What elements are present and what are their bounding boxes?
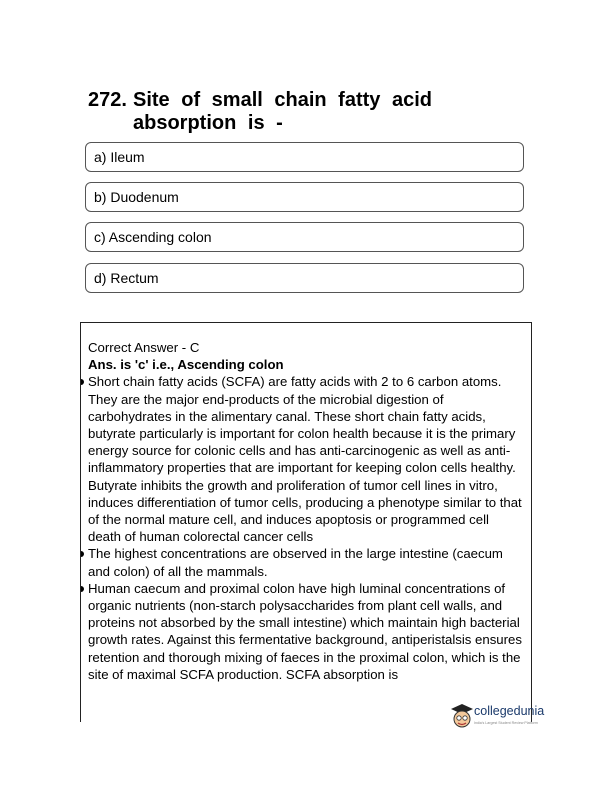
option-b[interactable]: b) Duodenum bbox=[85, 182, 524, 212]
answer-point-text: Short chain fatty acids (SCFA) are fatty acids with 2 to 6 carbon atoms. They are the major end-products of the microbial digestion of carbohydrates in the alimentary canal. These short chain fatty acids, butyrate particularly is important for colon health because it is the primary energy source for colonic cells and has anti-carcinogenic as well as anti-inflammatory properties that are important for keeping colon cells healthy. Butyrate inhibits the growth and proliferation of tumor cell lines in vitro, induces differentiation of tumor cells, producing a phenotype similar to that of the normal mature cell, and induces apoptosis or programmed cell death of human colorectal cancer cells bbox=[88, 374, 522, 545]
answer-point bbox=[88, 373, 524, 545]
answer-point-text: Human caecum and proximal colon have high luminal concentrations of organic nutrients (non-starch polysaccharides from plant cell walls, and proteins not absorbed by the small intestine) which maintain high bacterial growth rates. Against this fermentative background, antiperistalsis ensures retention and thorough mixing of faeces in the proximal colon, which is the site of maximal SCFA production. SCFA absorption is bbox=[88, 580, 522, 682]
collegedunia-logo bbox=[450, 700, 550, 740]
option-d[interactable]: d) Rectum bbox=[85, 263, 524, 293]
correct-answer-label: Correct Answer - C bbox=[88, 340, 200, 355]
answer-box bbox=[80, 322, 532, 722]
graduate-mascot-icon bbox=[450, 702, 474, 732]
question-text: Site of small chain fatty acid absorption is - bbox=[133, 89, 432, 134]
question-number: 272. bbox=[88, 89, 127, 111]
option-c[interactable]: c) Ascending colon bbox=[85, 222, 524, 252]
answer-content bbox=[88, 339, 524, 683]
answer-point bbox=[88, 545, 524, 579]
bullet-icon bbox=[80, 551, 84, 557]
bullet-icon bbox=[80, 379, 84, 385]
bullet-icon bbox=[80, 586, 84, 592]
answer-point-text: The highest concentrations are observed in the large intestine (caecum and colon) of all the mammals. bbox=[88, 546, 503, 579]
answer-title: Ans. is 'c' i.e., Ascending colon bbox=[88, 357, 284, 373]
logo-brand: collegedunia bbox=[474, 704, 545, 718]
answer-point bbox=[88, 580, 524, 683]
option-a[interactable]: a) Ileum bbox=[85, 142, 524, 172]
logo-tagline: India's Largest Student Review Platform bbox=[474, 721, 538, 725]
